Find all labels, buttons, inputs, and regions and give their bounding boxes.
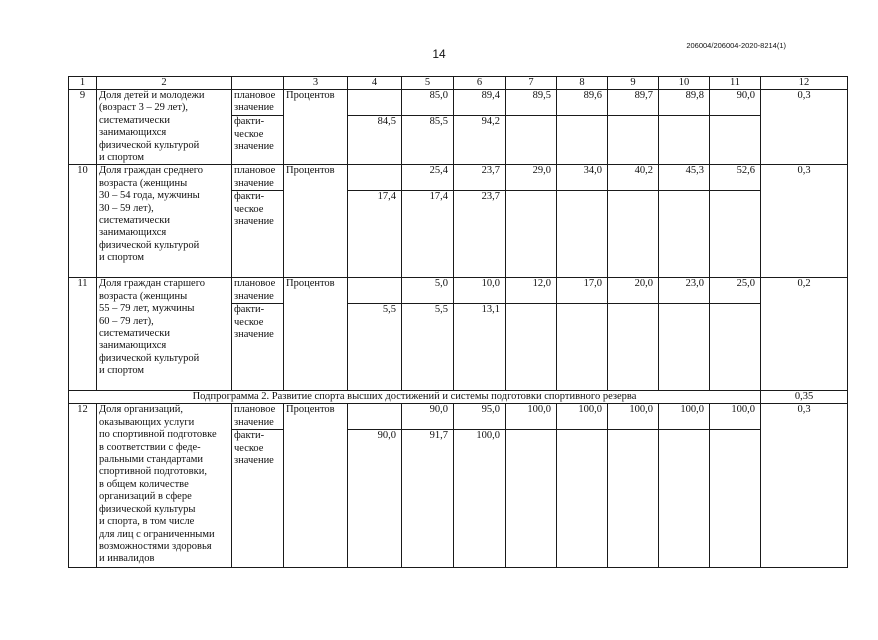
- plan-value: 29,0: [506, 165, 557, 191]
- plan-value: [348, 165, 402, 191]
- header-cell: 12: [761, 77, 848, 90]
- fact-value: [557, 304, 608, 391]
- plan-value: 100,0: [557, 404, 608, 430]
- header-cell: 10: [659, 77, 710, 90]
- plan-value: 100,0: [710, 404, 761, 430]
- plan-value: 20,0: [608, 278, 659, 304]
- weight-cell: 0,3: [761, 404, 848, 568]
- indicator-number: 10: [69, 165, 97, 278]
- unit-cell: Процентов: [284, 90, 348, 165]
- table-row-plan: [69, 404, 848, 430]
- plan-value: 34,0: [557, 165, 608, 191]
- fact-value: [710, 430, 761, 568]
- plan-value: 17,0: [557, 278, 608, 304]
- subprogram-title: Подпрограмма 2. Развитие спорта высших достижений и системы подготовки спортивного резерва: [69, 391, 761, 404]
- plan-value: 23,0: [659, 278, 710, 304]
- document-code: 206004/206004-2020-8214(1): [686, 41, 786, 50]
- fact-value: [557, 430, 608, 568]
- fact-value: [506, 304, 557, 391]
- plan-label: плановое значение: [232, 278, 284, 304]
- weight-cell: 0,3: [761, 90, 848, 165]
- fact-value: [608, 116, 659, 165]
- fact-value: [557, 116, 608, 165]
- fact-value: 5,5: [402, 304, 454, 391]
- fact-value: 91,7: [402, 430, 454, 568]
- plan-value: [348, 90, 402, 116]
- unit-cell: Процентов: [284, 278, 348, 391]
- weight-cell: 0,2: [761, 278, 848, 391]
- fact-value: 17,4: [348, 191, 402, 278]
- indicator-name: Доля детей и молодежи (возраст 3 – 29 лет), систематически занимающихся физической культурой и спортом: [97, 90, 232, 165]
- header-cell: 4: [348, 77, 402, 90]
- plan-value: 5,0: [402, 278, 454, 304]
- fact-value: 100,0: [454, 430, 506, 568]
- fact-value: [710, 191, 761, 278]
- fact-value: [506, 191, 557, 278]
- header-cell: 1: [69, 77, 97, 90]
- fact-value: [710, 304, 761, 391]
- plan-value: 25,0: [710, 278, 761, 304]
- fact-value: [659, 191, 710, 278]
- indicators-table: [68, 76, 848, 568]
- plan-value: 45,3: [659, 165, 710, 191]
- indicator-number: 12: [69, 404, 97, 568]
- plan-value: 100,0: [506, 404, 557, 430]
- fact-value: [557, 191, 608, 278]
- weight-cell: 0,3: [761, 165, 848, 278]
- plan-value: 100,0: [608, 404, 659, 430]
- table-row-plan: [69, 278, 848, 304]
- indicator-name: Доля организаций, оказывающих услуги по спортивной подготовке в соответствии с феде- ральными стандартами спортивной подготовки, в общем количестве организаций в сфере физической культуры и спорта, в том числе для лиц с ограниченными возможностями здоровья и инвалидов: [97, 404, 232, 568]
- table-row-plan: [69, 90, 848, 116]
- page-number: 14: [432, 47, 446, 61]
- fact-value: 5,5: [348, 304, 402, 391]
- fact-value: 94,2: [454, 116, 506, 165]
- plan-value: 89,7: [608, 90, 659, 116]
- header-cell: 6: [454, 77, 506, 90]
- plan-label: плановое значение: [232, 90, 284, 116]
- plan-value: 89,5: [506, 90, 557, 116]
- plan-label: плановое значение: [232, 165, 284, 191]
- fact-value: [608, 191, 659, 278]
- plan-value: 25,4: [402, 165, 454, 191]
- fact-label: факти- ческое значение: [232, 191, 284, 278]
- fact-value: 13,1: [454, 304, 506, 391]
- fact-value: 17,4: [402, 191, 454, 278]
- plan-value: 23,7: [454, 165, 506, 191]
- fact-label: факти- ческое значение: [232, 304, 284, 391]
- table-row-plan: [69, 165, 848, 191]
- plan-value: 90,0: [710, 90, 761, 116]
- fact-value: [608, 304, 659, 391]
- table-header-row: [69, 77, 848, 90]
- plan-value: 40,2: [608, 165, 659, 191]
- fact-label: факти- ческое значение: [232, 116, 284, 165]
- header-cell: 5: [402, 77, 454, 90]
- unit-cell: Процентов: [284, 165, 348, 278]
- plan-value: 12,0: [506, 278, 557, 304]
- fact-value: [506, 430, 557, 568]
- plan-value: 100,0: [659, 404, 710, 430]
- header-cell: 7: [506, 77, 557, 90]
- fact-value: 85,5: [402, 116, 454, 165]
- fact-value: 90,0: [348, 430, 402, 568]
- indicator-name: Доля граждан старшего возраста (женщины 55 – 79 лет, мужчины 60 – 79 лет), систематически занимающихся физической культурой и спортом: [97, 278, 232, 391]
- header-cell: 8: [557, 77, 608, 90]
- fact-value: [659, 430, 710, 568]
- fact-label: факти- ческое значение: [232, 430, 284, 568]
- plan-value: 89,4: [454, 90, 506, 116]
- indicator-name: Доля граждан среднего возраста (женщины 30 – 54 года, мужчины 30 – 59 лет), систематически занимающихся физической культурой и спортом: [97, 165, 232, 278]
- fact-value: [659, 304, 710, 391]
- fact-value: 84,5: [348, 116, 402, 165]
- plan-label: плановое значение: [232, 404, 284, 430]
- fact-value: 23,7: [454, 191, 506, 278]
- fact-value: [659, 116, 710, 165]
- plan-value: 52,6: [710, 165, 761, 191]
- plan-value: [348, 404, 402, 430]
- header-cell: 11: [710, 77, 761, 90]
- plan-value: 89,8: [659, 90, 710, 116]
- fact-value: [608, 430, 659, 568]
- plan-value: 89,6: [557, 90, 608, 116]
- indicator-number: 11: [69, 278, 97, 391]
- subprogram-weight: 0,35: [761, 391, 848, 404]
- subprogram-row: [69, 391, 848, 404]
- plan-value: 90,0: [402, 404, 454, 430]
- fact-value: [710, 116, 761, 165]
- header-cell: 2: [97, 77, 232, 90]
- plan-value: 85,0: [402, 90, 454, 116]
- header-cell: 9: [608, 77, 659, 90]
- fact-value: [506, 116, 557, 165]
- plan-value: 10,0: [454, 278, 506, 304]
- indicator-number: 9: [69, 90, 97, 165]
- header-cell: 3: [284, 77, 348, 90]
- plan-value: 95,0: [454, 404, 506, 430]
- header-cell: [232, 77, 284, 90]
- plan-value: [348, 278, 402, 304]
- unit-cell: Процентов: [284, 404, 348, 568]
